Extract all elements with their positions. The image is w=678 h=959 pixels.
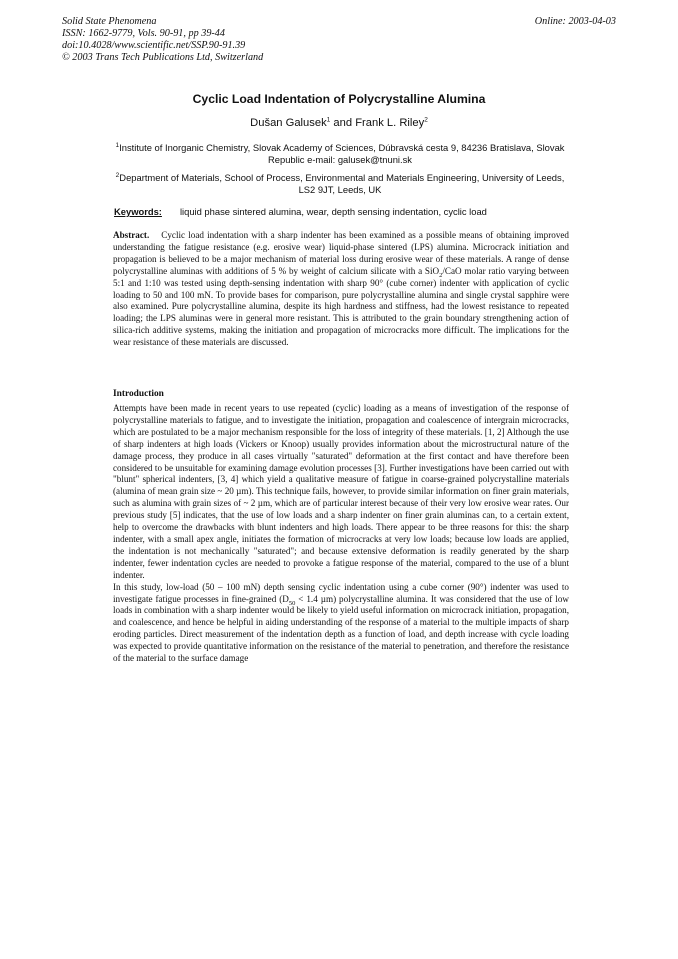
affiliation-text: Institute of Inorganic Chemistry, Slovak Academy of Sciences, Dúbravská cesta 9, 84236 Bratislava, Slovak Republic e-mail: galusek@tnuni.sk bbox=[119, 142, 565, 165]
author-affiliation-mark: 2 bbox=[424, 116, 428, 124]
journal-name: Solid State Phenomena bbox=[62, 16, 157, 27]
paragraph bbox=[113, 582, 569, 665]
paragraph-text-cont: < 1.4 µm) polycrystalline alumina. It was considered that the use of low loads in combination with a sharp indenter would be likely to yield useful information on microcrack initiation, propagation, and coalescence, and hence be helpful in aiding understanding of the response of a material to the multiple impacts of sharp eroding particles. Direct measurement of the indentation depth as a function of load, and depth increase with cycle loading was expected to provide quantitative information on the resistance of the material to penetration, and therefore the resistance of the material to the surface damage bbox=[113, 593, 569, 664]
introduction-body bbox=[113, 403, 569, 665]
paper-title: Cyclic Load Indentation of Polycrystalline Alumina bbox=[192, 92, 486, 106]
paragraph: Attempts have been made in recent years to use repeated (cyclic) loading as a means of investigation of the response of polycrystalline materials to fatigue, and to investigate the initiation, propagation and coalescence of intergrain microcracks, which are postulated to be a major mechanism responsible for the loss of integrity of these materials. [1, 2] Although the use of sharp indenters at high loads (Vickers or Knoop) usually provides information about the microstructural nature of the damage process, they produce in all cases virtually "saturated" deformation at the first contact and have therefore been considered to be unsuitable for examining damage evolution processes [3]. Further investigations have been carried out with "blunt" spherical indenters, [3, 4] which yield a qualitative measure of fatigue in coarse-grained polycrystalline materials (alumina of mean grain size ~ 20 µm). This technique fails, however, to provide similar information on finer grain materials, such as alumina with grain sizes of ~ 2 µm, which are of particular interest because of their very low erosive wear rates. Our previous study [5] indicates, that the use of low loads and a sharp indenter on finer grain aluminas can, to a certain extent, help to overcome the drawbacks with blunt indenters and high loads. There appear to be three reasons for this: the sharp indenter, with a small apex angle, initiates the formation of microcracks at very low loads; because low loads are applied, the indentation is not mechanically "saturated"; and because extensive deformation is readily generated by the sharp indenter, fewer indentation cycles are needed to provoke a fatigue response of the material, compared to the use of a blunt indenter. bbox=[113, 403, 569, 580]
section-heading-introduction: Introduction bbox=[113, 389, 164, 399]
abstract-text: Cyclic load indentation with a sharp indenter has been examined as a possible means of obtaining improved understanding the fatigue resistance (e.g. erosive wear) liquid-phase sintered (LPS) alumina. Microcrack initiation and propagation is believed to be a major mechanism of material loss during erosive wear of these materials. A range of dense polycrystalline aluminas with additions of 5 % by weight of calcium silicate with a SiO bbox=[113, 230, 569, 276]
abstract bbox=[113, 230, 569, 349]
keywords-line bbox=[114, 206, 584, 217]
keywords-label: Keywords: bbox=[114, 206, 162, 217]
affiliation-text: Department of Materials, School of Process, Environmental and Materials Engineering, University of Leeds, LS2 9JT, Leeds, UK bbox=[119, 172, 565, 195]
abstract-text-cont: /CaO molar ratio varying between 5:1 and 1:10 was tested using depth-sensing indentation with sharp 90° (cube corner) indenter with application of cyclic loading to 50 and 100 mN. To provide bases for comparison, pure polycrystalline alumina and single crystal sapphire were also examined. Pure polycrystalline alumina, despite its high hardness and stiffness, had the lowest resistance to repeated loading; the LPS aluminas were in general more resistant. This is attributed to the grain boundary strengthening action of silica-rich additive systems, making the initiation and propagation of microcracks more difficult. The implications for the wear resistance of these materials are discussed. bbox=[113, 265, 569, 348]
affiliation-2 bbox=[110, 172, 570, 196]
author-list bbox=[0, 117, 678, 129]
author-affiliation-mark: 1 bbox=[326, 116, 331, 124]
online-date: Online: 2003-04-03 bbox=[534, 16, 616, 27]
issn-line: ISSN: 1662-9779, Vols. 90-91, pp 39-44 bbox=[62, 28, 225, 39]
affiliation-1 bbox=[110, 142, 570, 166]
affiliation-mark: 2 bbox=[115, 171, 120, 179]
paragraph-subscript: 50 bbox=[288, 599, 296, 607]
abstract-label: Abstract. bbox=[113, 230, 150, 240]
paragraph-text: In this study, low-load (50 – 100 mN) depth sensing cyclic indentation using a cube corner (90°) indenter was used to investigate fatigue processes in fine-grained (D bbox=[113, 581, 569, 604]
author-separator: and bbox=[330, 117, 356, 129]
keywords-text: liquid phase sintered alumina, wear, depth sensing indentation, cyclic load bbox=[179, 206, 487, 217]
author-name: Frank L. Riley bbox=[355, 117, 425, 129]
author-name: Dušan Galusek bbox=[250, 117, 327, 129]
copyright-line: © 2003 Trans Tech Publications Ltd, Switzerland bbox=[62, 52, 264, 63]
journal-header bbox=[62, 16, 622, 64]
affiliation-mark: 1 bbox=[115, 141, 120, 149]
doi-line: doi:10.4028/www.scientific.net/SSP.90-91.39 bbox=[62, 40, 246, 51]
abstract-subscript: 2 bbox=[439, 271, 443, 279]
